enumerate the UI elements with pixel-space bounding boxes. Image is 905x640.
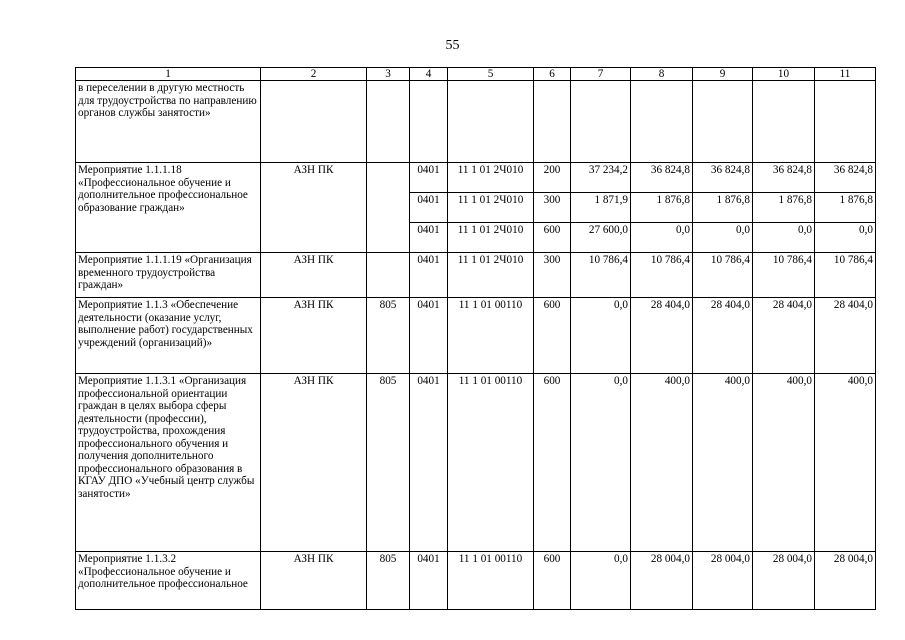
row-value-11: 0,0 [815,223,876,253]
row-value-9: 1 876,8 [693,193,753,223]
row-value-8: 28 004,0 [631,552,693,610]
row-expense-type: 200 [534,163,571,193]
table-row [76,81,876,163]
page-number: 55 [445,38,460,53]
header-row [76,68,876,81]
row-name: Мероприятие 1.1.3.2 «Профессиональное обучение и дополнительное профессиональное [76,552,261,610]
row-target-code [448,81,534,163]
row-value-8: 0,0 [631,223,693,253]
budget-table [75,67,876,610]
row-target-code: 11 1 01 2Ч010 [448,253,534,298]
row-target-code: 11 1 01 00110 [448,298,534,374]
row-name: в переселении в другую местность для трудоустройства по направлению органов службы занятости» [76,81,261,163]
row-value-9: 400,0 [693,374,753,552]
row-org: АЗН ПК [261,552,367,610]
row-value-8: 1 876,8 [631,193,693,223]
row-section: 0401 [410,298,448,374]
row-target-code: 11 1 01 2Ч010 [448,163,534,193]
row-value-7: 37 234,2 [571,163,631,193]
row-value-9: 10 786,4 [693,253,753,298]
row-value-8 [631,81,693,163]
row-section: 0401 [410,223,448,253]
row-value-11: 28 004,0 [815,552,876,610]
row-expense-type: 600 [534,223,571,253]
row-org [261,81,367,163]
row-value-11: 400,0 [815,374,876,552]
row-value-11 [815,81,876,163]
row-target-code: 11 1 01 00110 [448,552,534,610]
table-row [76,253,876,298]
row-value-7 [571,81,631,163]
col-header-4: 4 [410,68,448,81]
table-row [76,374,876,552]
row-value-8: 400,0 [631,374,693,552]
row-grbs: 805 [367,298,410,374]
table-row [76,552,876,610]
row-value-11: 28 404,0 [815,298,876,374]
row-value-10: 0,0 [753,223,815,253]
row-grbs: 805 [367,374,410,552]
row-org: АЗН ПК [261,163,367,253]
row-value-10: 1 876,8 [753,193,815,223]
row-grbs: 805 [367,552,410,610]
row-value-11: 1 876,8 [815,193,876,223]
row-value-10: 28 004,0 [753,552,815,610]
row-value-7: 0,0 [571,298,631,374]
row-value-10: 28 404,0 [753,298,815,374]
row-value-9: 0,0 [693,223,753,253]
row-section: 0401 [410,253,448,298]
row-name: Мероприятие 1.1.3 «Обеспечение деятельности (оказание услуг, выполнение работ) государственных учреждений (организаций)» [76,298,261,374]
row-name: Мероприятие 1.1.1.19 «Организация временного трудоустройства граждан» [76,253,261,298]
col-header-5: 5 [448,68,534,81]
col-header-6: 6 [534,68,571,81]
row-value-10: 400,0 [753,374,815,552]
col-header-8: 8 [631,68,693,81]
row-value-11: 36 824,8 [815,163,876,193]
row-value-8: 36 824,8 [631,163,693,193]
row-section: 0401 [410,163,448,193]
row-target-code: 11 1 01 00110 [448,374,534,552]
row-target-code: 11 1 01 2Ч010 [448,193,534,223]
row-value-10: 36 824,8 [753,163,815,193]
row-section: 0401 [410,193,448,223]
row-expense-type: 300 [534,253,571,298]
row-value-9: 36 824,8 [693,163,753,193]
row-expense-type [534,81,571,163]
row-org: АЗН ПК [261,253,367,298]
row-grbs [367,81,410,163]
table-row [76,298,876,374]
row-value-8: 10 786,4 [631,253,693,298]
table-row [76,163,876,193]
row-value-10: 10 786,4 [753,253,815,298]
row-value-9 [693,81,753,163]
row-grbs [367,253,410,298]
row-name: Мероприятие 1.1.1.18 «Профессиональное обучение и дополнительное профессиональное образование граждан» [76,163,261,253]
row-name: Мероприятие 1.1.3.1 «Организация профессиональной ориентации граждан в целях выбора сферы деятельности (профессии), трудоустройства, прохождения профессионального обучения и получения дополнительного профессионального образования в КГАУ ДПО «Учебный центр службы занятости» [76,374,261,552]
row-value-7: 1 871,9 [571,193,631,223]
row-value-7: 0,0 [571,552,631,610]
row-org: АЗН ПК [261,298,367,374]
row-expense-type: 600 [534,374,571,552]
row-grbs [367,163,410,253]
row-target-code: 11 1 01 2Ч010 [448,223,534,253]
row-value-7: 0,0 [571,374,631,552]
col-header-3: 3 [367,68,410,81]
row-org: АЗН ПК [261,374,367,552]
row-section: 0401 [410,552,448,610]
row-section: 0401 [410,374,448,552]
row-section [410,81,448,163]
row-value-11: 10 786,4 [815,253,876,298]
col-header-9: 9 [693,68,753,81]
row-value-9: 28 004,0 [693,552,753,610]
col-header-2: 2 [261,68,367,81]
row-expense-type: 300 [534,193,571,223]
row-value-10 [753,81,815,163]
row-value-7: 10 786,4 [571,253,631,298]
col-header-1: 1 [76,68,261,81]
row-value-9: 28 404,0 [693,298,753,374]
col-header-10: 10 [753,68,815,81]
col-header-11: 11 [815,68,876,81]
row-value-7: 27 600,0 [571,223,631,253]
row-expense-type: 600 [534,552,571,610]
row-expense-type: 600 [534,298,571,374]
row-value-8: 28 404,0 [631,298,693,374]
col-header-7: 7 [571,68,631,81]
